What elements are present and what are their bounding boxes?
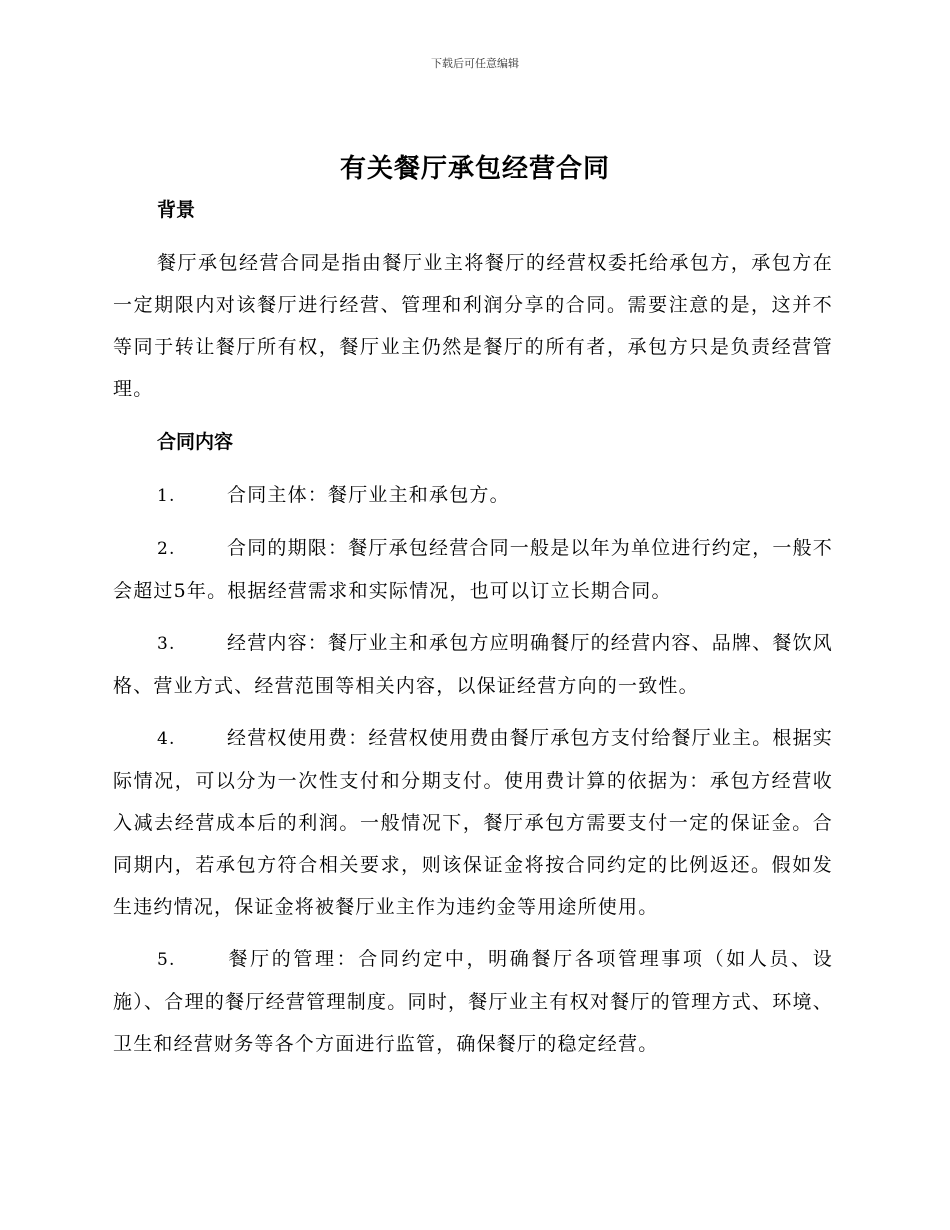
list-item	[113, 622, 833, 707]
section-heading-background: 背景	[157, 199, 196, 221]
background-paragraph: 餐厅承包经营合同是指由餐厅业主将餐厅的经营权委托给承包方，承包方在一定期限内对该餐厅进行经营、管理和利润分享的合同。需要注意的是，这并不等同于转让餐厅所有权，餐厅业主仍然是餐厅的所有者，承包方只是负责经营管理。	[113, 252, 833, 400]
list-item-number: 4.	[157, 729, 176, 749]
list-item-number: 5.	[157, 950, 176, 970]
section-heading-contents: 合同内容	[157, 431, 234, 453]
list-item-text: 合同主体：餐厅业主和承包方。	[227, 484, 510, 506]
document-body	[113, 192, 833, 1065]
list-item-text: 合同的期限：餐厅承包经营合同一般是以年为单位进行约定，一般不会超过5年。根据经营需求和实际情况，也可以订立长期合同。	[113, 537, 834, 602]
list-item	[113, 527, 833, 612]
list-item-number: 3.	[157, 634, 176, 654]
list-item	[113, 474, 833, 517]
list-item	[113, 938, 833, 1065]
list-item-text: 餐厅的管理：合同约定中，明确餐厅各项管理事项（如人员、设施）、合理的餐厅经营管理制度。同时，餐厅业主有权对餐厅的管理方式、环境、卫生和经营财务等各个方面进行监管，确保餐厅的稳定经营。	[113, 948, 833, 1055]
list-item-number: 2.	[157, 539, 176, 559]
list-item-text: 经营内容：餐厅业主和承包方应明确餐厅的经营内容、品牌、餐饮风格、营业方式、经营范围等相关内容，以保证经营方向的一致性。	[113, 632, 834, 697]
document-title: 有关餐厅承包经营合同	[339, 154, 610, 184]
list-item	[113, 717, 833, 928]
header-note: 下载后可任意编辑	[431, 57, 519, 70]
list-item-number: 1.	[157, 486, 176, 506]
list-item-text: 经营权使用费：经营权使用费由餐厅承包方支付给餐厅业主。根据实际情况，可以分为一次性支付和分期支付。使用费计算的依据为：承包方经营收入减去经营成本后的利润。一般情况下，餐厅承包方需要支付一定的保证金。合同期内，若承包方符合相关要求，则该保证金将按合同约定的比例返还。假如发生违约情况，保证金将被餐厅业主作为违约金等用途所使用。	[113, 727, 834, 918]
